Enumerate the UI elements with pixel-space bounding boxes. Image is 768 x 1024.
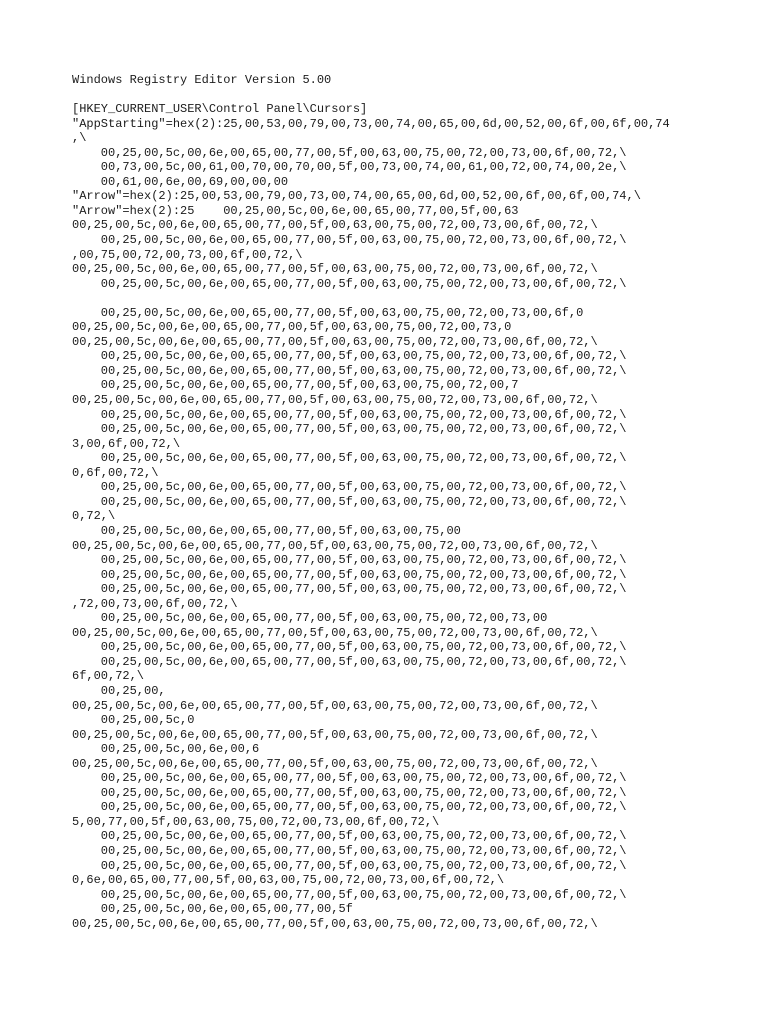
registry-line: 00,25,00,5c,00,6e,00,65,00,77,00,5f,00,63,00,75,00,72,00,73,00,6f,00,72,\ [72, 262, 598, 277]
registry-file-text [72, 73, 752, 931]
registry-line: 0,6f,00,72,\ [72, 465, 159, 480]
registry-line: 00,25,00,5c,00,6e,00,65,00,77,00,5f,00,63,00,75,00,72,00,73,00,6f,00,72,\ [72, 553, 627, 568]
registry-line: 00,25,00,5c,00,6e,00,65,00,77,00,5f [72, 902, 353, 917]
registry-line: 00,25,00,5c,00,6e,00,65,00,77,00,5f,00,63,00,75,00,72,00,73,00,6f,00,72,\ [72, 727, 598, 742]
registry-line: 00,25,00,5c,00,6e,00,65,00,77,00,5f,00,63,00,75,00,72,00,73,00,6f,00,72,\ [72, 480, 627, 495]
registry-line: 00,25,00,5c,00,6e,00,65,00,77,00,5f,00,63,00,75,00,72,00,73,00,6f,00,72,\ [72, 363, 627, 378]
registry-line: 00,25,00,5c,00,6e,00,65,00,77,00,5f,00,63,00,75,00,72,00,73,00,6f,00,72,\ [72, 494, 627, 509]
registry-line: 00,25,00,5c,00,6e,00,65,00,77,00,5f,00,63,00,75,00,72,00,73,00 [72, 611, 548, 626]
registry-line: 00,25,00,5c,00,6e,00,65,00,77,00,5f,00,63,00,75,00,72,00,73,00,6f,00,72,\ [72, 145, 627, 160]
registry-line: 0,72,\ [72, 509, 116, 524]
registry-line: 00,25,00,5c,00,6e,00,65,00,77,00,5f,00,63,00,75,00,72,00,73,00,6f,00,72,\ [72, 625, 598, 640]
registry-line: 00,25,00,5c,00,6e,00,65,00,77,00,5f,00,63,00,75,00,72,00,73,00,6f,00,72,\ [72, 334, 598, 349]
registry-line: 00,25,00,5c,00,6e,00,65,00,77,00,5f,00,63,00,75,00,72,00,73,00,6f,00,72,\ [72, 567, 627, 582]
registry-line: 00,25,00,5c,00,6e,00,65,00,77,00,5f,00,63,00,75,00,72,00,73,00,6f,00,72,\ [72, 422, 627, 437]
registry-line: 00,25,00,5c,0 [72, 713, 195, 728]
registry-line: ,00,75,00,72,00,73,00,6f,00,72,\ [72, 247, 303, 262]
registry-line: 00,25,00,5c,00,6e,00,65,00,77,00,5f,00,63,00,75,00,72,00,73,00,6f,00,72,\ [72, 858, 627, 873]
registry-line: 00,73,00,5c,00,61,00,70,00,70,00,5f,00,73,00,74,00,61,00,72,00,74,00,2e,\ [72, 160, 627, 175]
registry-line: 3,00,6f,00,72,\ [72, 436, 181, 451]
registry-line: 00,25,00,5c,00,6e,00,65,00,77,00,5f,00,63,00,75,00,72,00,73,00,6f,00,72,\ [72, 756, 598, 771]
registry-line: 00,25,00,5c,00,6e,00,65,00,77,00,5f,00,63,00,75,00,72,00,73,00,6f,00,72,\ [72, 451, 627, 466]
registry-line: 00,25,00,5c,00,6e,00,65,00,77,00,5f,00,63,00,75,00,72,00,73,00,6f,00,72,\ [72, 829, 627, 844]
registry-line: 00,25,00,5c,00,6e,00,65,00,77,00,5f,00,63,00,75,00,72,00,73,00,6f,00,72,\ [72, 887, 627, 902]
registry-line: "Arrow"=hex(2):25 00,25,00,5c,00,6e,00,65,00,77,00,5f,00,63 [72, 203, 519, 218]
registry-line: 00,25,00,5c,00,6e,00,65,00,77,00,5f,00,63,00,75,00,72,00,73,00,6f,00,72,\ [72, 771, 627, 786]
registry-line: 00,25,00,5c,00,6e,00,65,00,77,00,5f,00,63,00,75,00,72,00,73,00,6f,00,72,\ [72, 233, 627, 248]
blank-line [72, 88, 752, 103]
registry-line: 00,25,00,5c,00,6e,00,65,00,77,00,5f,00,63,00,75,00,72,00,73,00,6f,00,72,\ [72, 276, 627, 291]
registry-line: 0,6e,00,65,00,77,00,5f,00,63,00,75,00,72,00,73,00,6f,00,72,\ [72, 873, 505, 888]
registry-line: 00,25,00,5c,00,6e,00,65,00,77,00,5f,00,63,00,75,00,72,00,73,00,6f,00,72,\ [72, 393, 598, 408]
registry-line: 00,25,00,5c,00,6e,00,65,00,77,00,5f,00,63,00,75,00,72,00,73,00,6f,00,72,\ [72, 349, 627, 364]
registry-line: [HKEY_CURRENT_USER\Control Panel\Cursors] [72, 102, 368, 117]
registry-line: 00,25,00,5c,00,6e,00,65,00,77,00,5f,00,63,00,75,00 [72, 523, 461, 538]
registry-header-line: Windows Registry Editor Version 5.00 [72, 73, 332, 87]
registry-line: ,72,00,73,00,6f,00,72,\ [72, 596, 238, 611]
registry-line: "Arrow"=hex(2):25,00,53,00,79,00,73,00,74,00,65,00,6d,00,52,00,6f,00,6f,00,74,\ [72, 189, 641, 204]
registry-line: 00,25,00,5c,00,6e,00,65,00,77,00,5f,00,63,00,75,00,72,00,73,00,6f,00,72,\ [72, 407, 627, 422]
registry-line: 00,25,00,5c,00,6e,00,65,00,77,00,5f,00,63,00,75,00,72,00,7 [72, 378, 519, 393]
registry-line: 00,25,00,5c,00,6e,00,65,00,77,00,5f,00,63,00,75,00,72,00,73,00,6f,00,72,\ [72, 800, 627, 815]
registry-line: 00,25,00,5c,00,6e,00,65,00,77,00,5f,00,63,00,75,00,72,00,73,00,6f,0 [72, 305, 584, 320]
registry-line: 00,25,00, [72, 683, 166, 698]
blank-line [72, 291, 752, 306]
registry-line: 00,25,00,5c,00,6e,00,65,00,77,00,5f,00,63,00,75,00,72,00,73,00,6f,00,72,\ [72, 218, 598, 233]
registry-line: 00,25,00,5c,00,6e,00,65,00,77,00,5f,00,63,00,75,00,72,00,73,00,6f,00,72,\ [72, 916, 598, 931]
registry-line: "AppStarting"=hex(2):25,00,53,00,79,00,73,00,74,00,65,00,6d,00,52,00,6f,00,6f,00,74 [72, 116, 670, 131]
registry-line: 6f,00,72,\ [72, 669, 145, 684]
registry-line: 00,25,00,5c,00,6e,00,65,00,77,00,5f,00,63,00,75,00,72,00,73,00,6f,00,72,\ [72, 698, 598, 713]
registry-line: 00,25,00,5c,00,6e,00,65,00,77,00,5f,00,63,00,75,00,72,00,73,00,6f,00,72,\ [72, 582, 627, 597]
registry-line: 5,00,77,00,5f,00,63,00,75,00,72,00,73,00,6f,00,72,\ [72, 814, 440, 829]
registry-line: ,\ [72, 131, 87, 146]
registry-line: 00,25,00,5c,00,6e,00,65,00,77,00,5f,00,63,00,75,00,72,00,73,00,6f,00,72,\ [72, 538, 598, 553]
registry-line: 00,25,00,5c,00,6e,00,65,00,77,00,5f,00,63,00,75,00,72,00,73,00,6f,00,72,\ [72, 843, 627, 858]
registry-lines [72, 88, 752, 932]
registry-line: 00,25,00,5c,00,6e,00,6 [72, 742, 260, 757]
registry-line: 00,25,00,5c,00,6e,00,65,00,77,00,5f,00,63,00,75,00,72,00,73,00,6f,00,72,\ [72, 640, 627, 655]
registry-line: 00,61,00,6e,00,69,00,00,00 [72, 174, 289, 189]
registry-line: 00,25,00,5c,00,6e,00,65,00,77,00,5f,00,63,00,75,00,72,00,73,0 [72, 320, 512, 335]
registry-line: 00,25,00,5c,00,6e,00,65,00,77,00,5f,00,63,00,75,00,72,00,73,00,6f,00,72,\ [72, 785, 627, 800]
registry-line: 00,25,00,5c,00,6e,00,65,00,77,00,5f,00,63,00,75,00,72,00,73,00,6f,00,72,\ [72, 654, 627, 669]
